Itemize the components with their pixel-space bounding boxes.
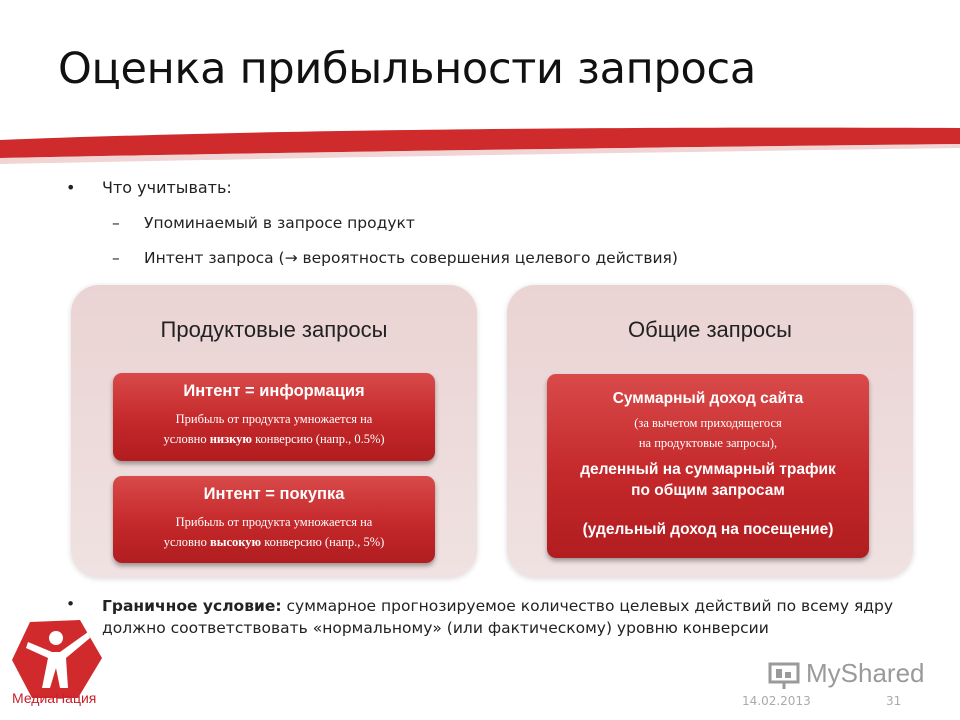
bullet-dot: •	[66, 595, 76, 613]
footer-date: 14.02.2013	[742, 694, 811, 708]
box-note: на продуктовые запросы),	[638, 436, 778, 450]
box-heading: Суммарный доход сайта	[612, 390, 804, 407]
watermark-text: MyShared	[806, 658, 925, 688]
page-number: 31	[886, 694, 902, 708]
site-revenue-box	[547, 374, 869, 558]
box-line: деленный на суммарный трафик	[580, 461, 836, 478]
intent-info-box	[113, 373, 435, 461]
slide-title: Оценка прибыльности запроса	[58, 44, 756, 94]
box-heading: Интент = информация	[183, 382, 365, 400]
bullet-text: Что учитывать:	[102, 178, 232, 197]
box-line: Прибыль от продукта умножается на	[175, 412, 373, 426]
title-underline-swoosh	[0, 118, 960, 168]
bullet-text: Граничное условие: суммарное прогнозируемое количество целевых действий по всему ядру должно соответствовать «нормальному» (или фактическому) уровню конверсии	[102, 597, 894, 637]
sub-bullet-product	[112, 214, 415, 232]
bullet-dot: •	[66, 178, 76, 197]
box-line: условно высокую конверсию (напр., 5%)	[163, 535, 385, 549]
general-queries-panel	[507, 285, 913, 578]
dash: –	[112, 214, 120, 232]
box-line: по общим запросам	[631, 482, 785, 499]
intent-purchase-box	[113, 476, 435, 563]
presentation-icon	[768, 660, 804, 690]
box-line: условно низкую конверсию (напр., 0.5%)	[163, 432, 385, 446]
panel-title: Продуктовые запросы	[160, 317, 388, 342]
sub-bullet-intent	[112, 249, 678, 267]
box-line: (удельный доход на посещение)	[582, 521, 834, 538]
logo-text: МедиаНация	[12, 690, 97, 706]
product-queries-panel	[71, 285, 477, 578]
sub-bullet-text: Интент запроса (→ вероятность совершения целевого действия)	[144, 249, 678, 267]
dash: –	[112, 249, 120, 267]
panel-title: Общие запросы	[628, 317, 792, 342]
box-heading: Интент = покупка	[203, 485, 345, 503]
sub-bullet-text: Упоминаемый в запросе продукт	[144, 214, 415, 232]
box-note: (за вычетом приходящегося	[634, 416, 782, 430]
box-line: Прибыль от продукта умножается на	[175, 515, 373, 529]
